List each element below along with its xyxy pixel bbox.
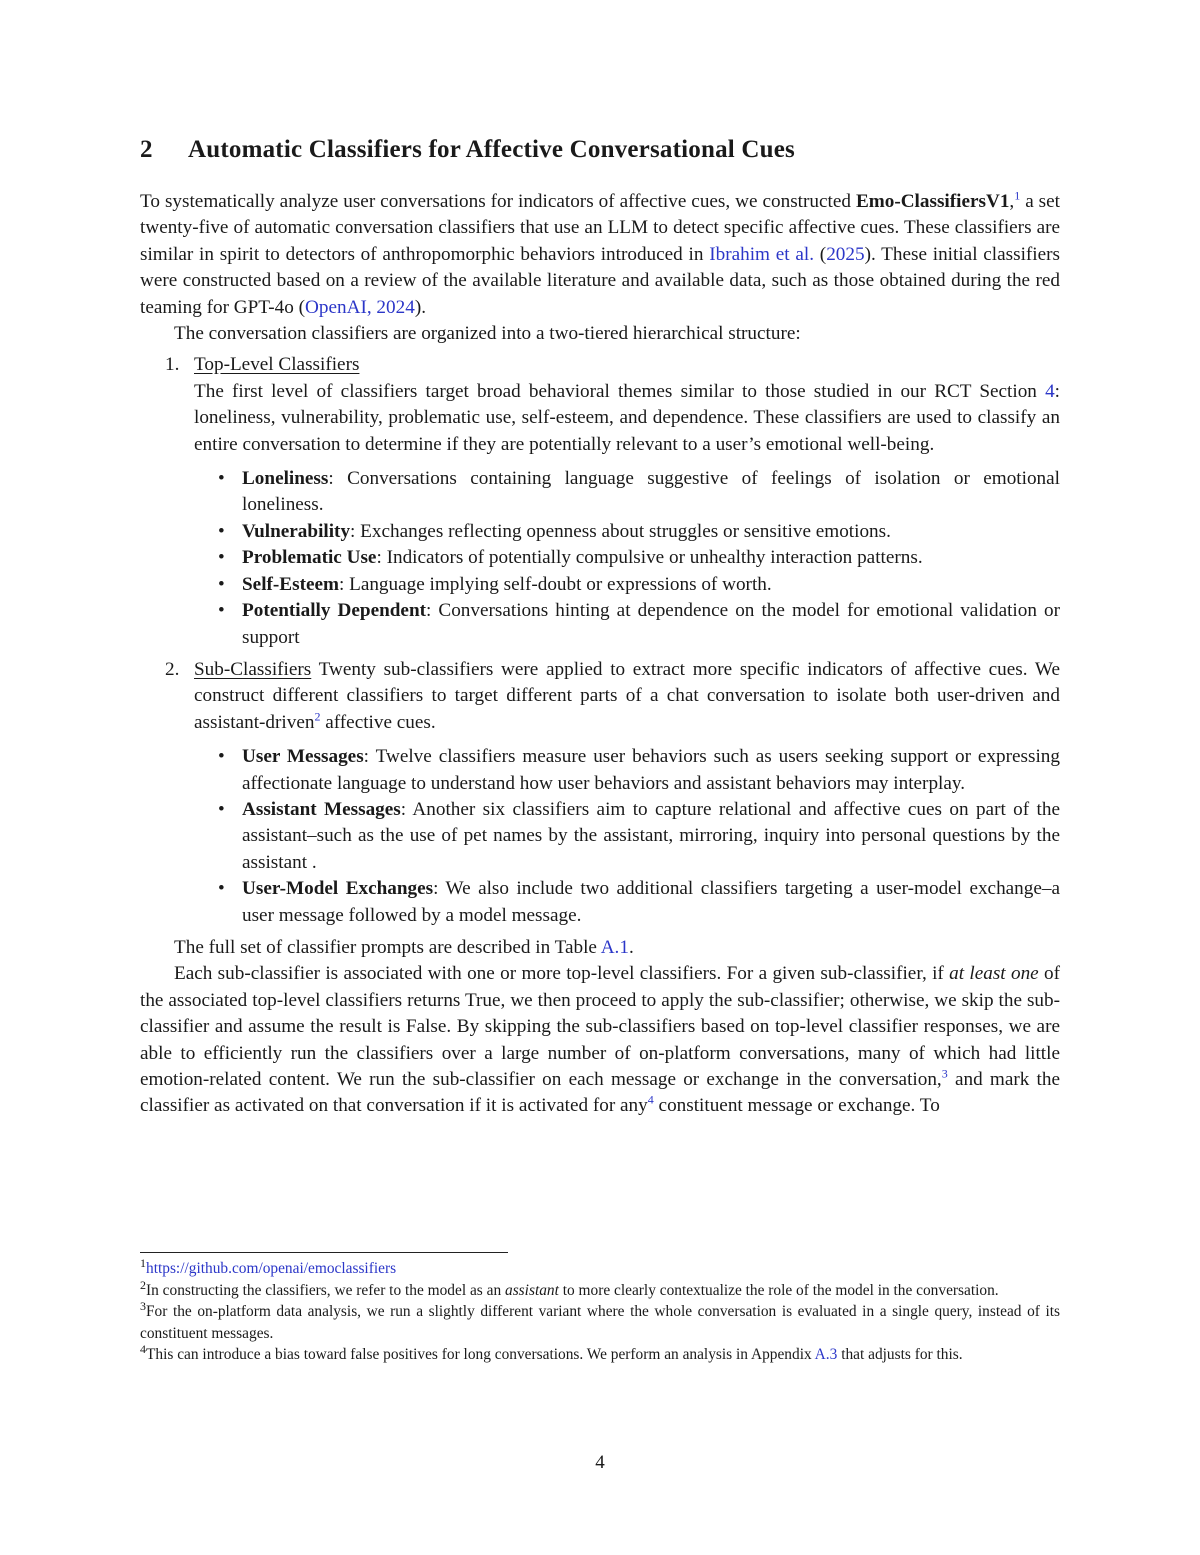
page-number: 4 bbox=[595, 1452, 605, 1473]
intro-paragraph: To systematically analyze user conversations for indicators of affective cues, we constructed Emo-ClassifiersV1,$^1$ a set twenty-five of automatic conversation classifiers that use an LLM to detect specific affective cues. These classifiers are similar in spirit to detectors of anthropomorphic behaviors introduced in Ibrahim et al. (2025). These initial classifiers were constructed based on a review of the available literature and available data, such as those obtained during the red teaming for GPT-4o (OpenAI, 2024). bbox=[140, 188, 1061, 318]
section-body bbox=[140, 189, 1060, 1120]
text-run: affective cues. bbox=[320, 711, 436, 733]
bullet-icon: • bbox=[218, 520, 225, 542]
tier-item-top-level bbox=[140, 352, 1060, 650]
bullet-desc: : Twelve classifiers measure user behaviors such as users seeking support or expressing affectionate language to understand how user behaviors and assistant behaviors may interplay. bbox=[242, 746, 1060, 794]
bullet-term: Potentially Dependent bbox=[242, 600, 427, 622]
text-run: In constructing the classifiers, we refer to the model as an bbox=[146, 1281, 505, 1299]
list-number: 2. bbox=[165, 658, 180, 680]
bullet-icon: • bbox=[218, 878, 225, 900]
footnote-mark: 4 bbox=[140, 1342, 146, 1357]
text-run: The full set of classifier prompts are described in Table bbox=[174, 936, 601, 958]
text-run: that adjusts for this. bbox=[837, 1346, 963, 1364]
text-run: Twenty sub-classifiers were applied to extract more specific indicators of affective cues. We construct different classifiers to target different parts of a chat conversation to isolate both user-driven and assistant-driven bbox=[194, 658, 1060, 733]
footnote-mark: 1 bbox=[140, 1255, 146, 1270]
text-run: Each sub-classifier is associated with one or more top-level classifiers. For a given sub-classifier, if bbox=[174, 963, 950, 985]
bullet-icon: • bbox=[218, 468, 225, 490]
citation-openai[interactable]: OpenAI, 2024 bbox=[305, 296, 415, 318]
text-run: : loneliness, vulnerability, problematic use, self-esteem, and dependence. These classifiers are used to classify an entire conversation to determine if they are potentially relevant to a user’s emotional well-being. bbox=[194, 380, 1060, 455]
list-item bbox=[194, 598, 1060, 651]
bullet-icon: • bbox=[218, 798, 225, 820]
list-item bbox=[194, 572, 1060, 598]
prompts-paragraph bbox=[140, 935, 1060, 961]
footnote-3 bbox=[140, 1301, 1060, 1344]
bullet-desc: : Conversations containing language suggestive of feelings of isolation or emotional loneliness. bbox=[242, 468, 1060, 516]
bullet-term: Self-Esteem bbox=[242, 573, 339, 595]
bullet-icon: • bbox=[218, 547, 225, 569]
text-run: a set twenty-five of automatic conversation classifiers that use an LLM to detect specific affective cues. These classifiers are similar in spirit to detectors of anthropomorphic behaviors introduced in bbox=[140, 191, 1060, 265]
bullet-icon: • bbox=[218, 746, 225, 768]
text-run: To systematically analyze user conversations for indicators of affective cues, we constructed bbox=[140, 191, 856, 212]
section-number: 2 bbox=[140, 136, 153, 163]
text-run: and mark the classifier as activated on that conversation if it is activated for any bbox=[140, 1069, 1060, 1117]
footnote-mark: 3 bbox=[140, 1299, 146, 1314]
footnote-1 bbox=[140, 1255, 1060, 1280]
list-item bbox=[194, 876, 1060, 929]
text-run: The first level of classifiers target broad behavioral themes similar to those studied in our RCT Section bbox=[194, 380, 1046, 402]
footnote-ref-2[interactable]: 2 bbox=[314, 709, 321, 724]
citation-ibrahim[interactable]: Ibrahim et al. bbox=[709, 243, 815, 265]
bullet-term: Loneliness bbox=[242, 468, 329, 490]
footnote-4 bbox=[140, 1344, 1060, 1366]
classifier-tier-list bbox=[140, 352, 1060, 929]
emphasis: at least one bbox=[949, 963, 1039, 985]
bullet-term: User-Model Exchanges bbox=[242, 878, 434, 900]
text-run: ). bbox=[414, 296, 426, 318]
appendix-ref-a3[interactable]: A.3 bbox=[814, 1346, 838, 1364]
list-item bbox=[194, 466, 1060, 519]
section-title: Automatic Classifiers for Affective Conversational Cues bbox=[188, 136, 795, 163]
table-ref-a1[interactable]: A.1 bbox=[600, 936, 629, 958]
bullet-icon: • bbox=[218, 573, 225, 595]
text-run: constituent message or exchange. To bbox=[653, 1095, 940, 1117]
bullet-desc: : Conversations hinting at dependence on the model for emotional validation or support bbox=[242, 600, 1060, 648]
list-item bbox=[194, 797, 1060, 876]
top-level-bullets bbox=[194, 466, 1060, 651]
footnotes bbox=[140, 1255, 1060, 1366]
bullet-desc: : Language implying self-doubt or expressions of worth. bbox=[338, 573, 772, 595]
text-run: This can introduce a bias toward false positives for long conversations. We perform an analysis in Appendix bbox=[146, 1346, 815, 1364]
text-run: . bbox=[628, 936, 634, 958]
footnote-ref-1[interactable]: 1 bbox=[1014, 188, 1021, 203]
text-run: For the on-platform data analysis, we run a slightly different variant where the whole conversation is evaluated in a single query, instead of its constituent messages. bbox=[140, 1303, 1060, 1342]
footnote-mark: 2 bbox=[140, 1277, 146, 1292]
bullet-icon: • bbox=[218, 600, 225, 622]
tier-heading-sub-classifiers: Sub-Classifiers bbox=[194, 658, 312, 680]
list-item bbox=[194, 545, 1060, 571]
bullet-term: Problematic Use bbox=[242, 547, 377, 569]
bullet-desc: : Exchanges reflecting openness about struggles or sensitive emotions. bbox=[350, 520, 891, 542]
footnote-ref-4[interactable]: 4 bbox=[647, 1093, 654, 1108]
footnote-divider bbox=[140, 1252, 508, 1253]
section-heading bbox=[140, 136, 795, 164]
text-run: to more clearly contextualize the role of the model in the conversation. bbox=[558, 1281, 999, 1299]
bullet-term: Vulnerability bbox=[242, 520, 351, 542]
list-number: 1. bbox=[165, 354, 180, 376]
bullet-desc: : We also include two additional classifiers targeting a user-model exchange–a user message followed by a model message. bbox=[242, 878, 1060, 926]
sub-classifier-bullets bbox=[194, 744, 1060, 929]
method-paragraph bbox=[140, 961, 1060, 1119]
emoclassifiers-name: Emo-ClassifiersV1 bbox=[855, 191, 1010, 212]
footnote-2 bbox=[140, 1277, 1060, 1302]
tier-item-sub-classifiers bbox=[140, 657, 1060, 929]
list-item bbox=[194, 519, 1060, 545]
bullet-term: User Messages bbox=[242, 746, 364, 768]
emphasis: assistant bbox=[505, 1281, 559, 1299]
footnote-ref-3[interactable]: 3 bbox=[941, 1066, 948, 1081]
list-item bbox=[194, 744, 1060, 797]
text-run: of the associated top-level classifiers returns True, we then proceed to apply the sub-classifier; otherwise, we skip the sub-classifier and assume the result is False. By skipping the sub-classifiers based on top-level classifier responses, we are able to efficiently run the classifiers over a large number of on-platform conversations, many of which had little emotion-related content. We run the sub-classifier on each message or exchange in the conversation, bbox=[140, 963, 1061, 1090]
bullet-term: Assistant Messages bbox=[242, 798, 401, 820]
bullet-desc: : Indicators of potentially compulsive or unhealthy interaction patterns. bbox=[376, 547, 923, 569]
footnote-link-github[interactable]: https://github.com/openai/emoclassifiers bbox=[146, 1260, 397, 1277]
tier-heading-top-level: Top-Level Classifiers bbox=[194, 354, 360, 376]
section-ref-4[interactable]: 4 bbox=[1045, 380, 1055, 402]
text-run: . These initial classifiers were constructed based on a review of the available literature and available data, such as those obtained during the red teaming for GPT-4o ( bbox=[140, 243, 1061, 318]
bullet-desc: : Another six classifiers aim to capture relational and affective cues on part of the assistant–such as the use of pet names by the assistant, mirroring, inquiry into personal questions by the assistant . bbox=[242, 798, 1060, 873]
structure-paragraph: The conversation classifiers are organized into a two-tiered hierarchical structure: bbox=[174, 323, 801, 345]
citation-ibrahim-year[interactable]: 2025 bbox=[826, 243, 865, 265]
